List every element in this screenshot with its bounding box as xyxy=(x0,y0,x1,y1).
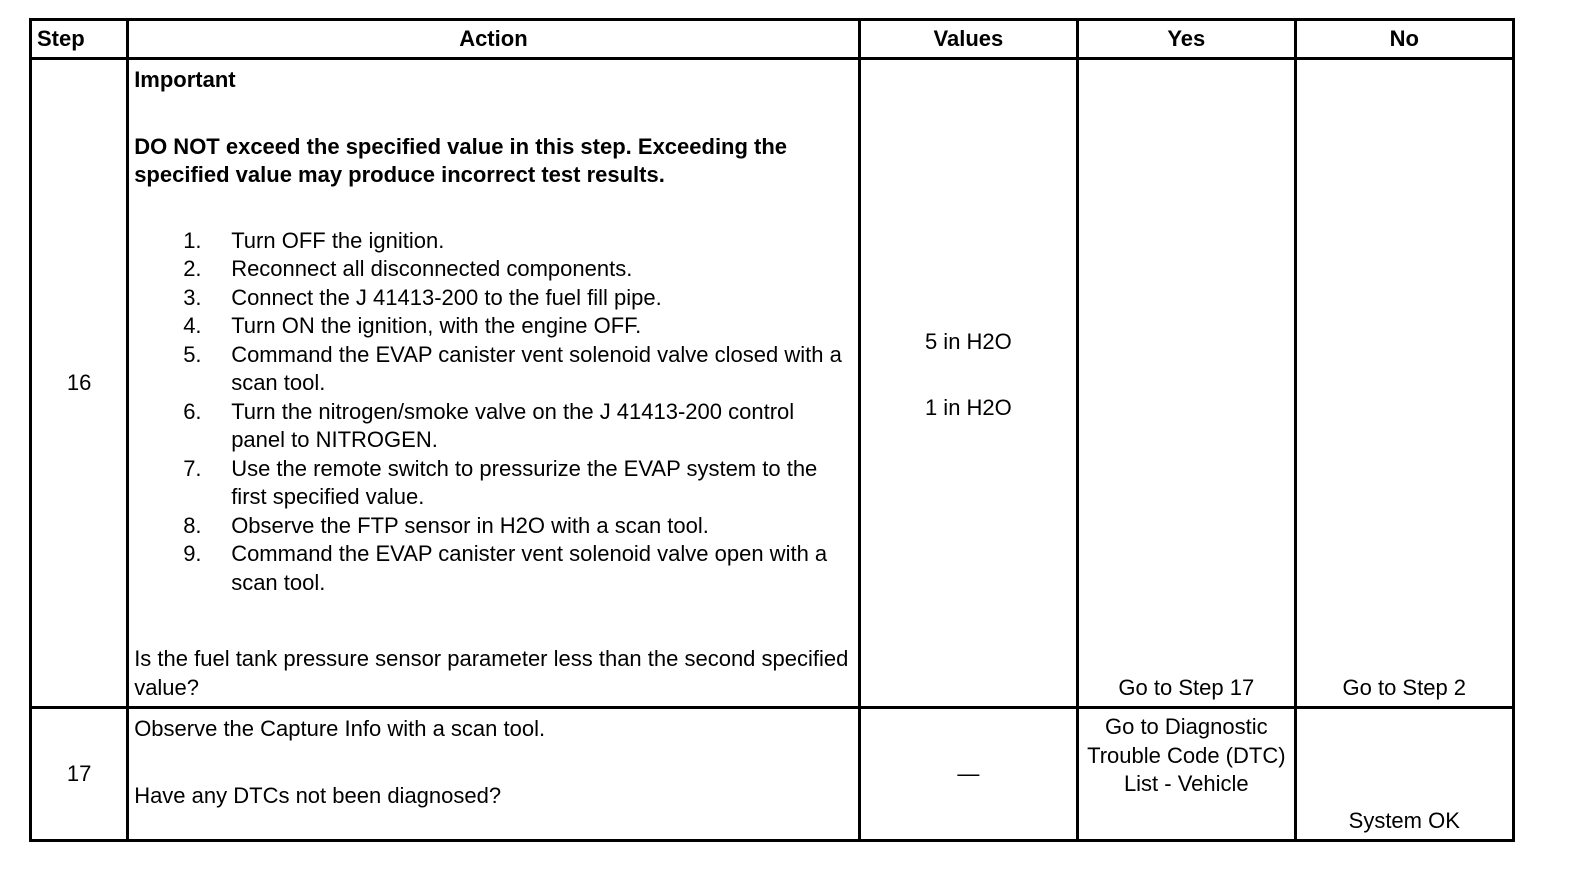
list-item xyxy=(134,455,853,512)
list-item-text: Turn ON the ignition, with the engine OFF. xyxy=(231,313,642,338)
header-action: Action xyxy=(128,20,859,59)
list-item-text: Observe the FTP sensor in H2O with a scan tool. xyxy=(231,512,709,538)
step-number: 17 xyxy=(31,708,128,841)
question-text: Is the fuel tank pressure sensor parameter less than the second specified value? xyxy=(134,646,849,700)
no-result: Go to Step 2 xyxy=(1295,59,1513,708)
list-item xyxy=(134,540,853,597)
header-row xyxy=(31,20,1514,59)
second-specified-value: 1 in H2O xyxy=(924,395,1012,420)
yes-result: Go to Diagnostic Trouble Code (DTC) List - Vehicle xyxy=(1078,708,1295,841)
no-result: System OK xyxy=(1295,708,1513,841)
action-cell xyxy=(128,708,859,841)
list-item xyxy=(134,312,853,341)
list-item-number: 9. xyxy=(183,541,202,566)
header-yes: Yes xyxy=(1078,20,1295,59)
step-number: 16 xyxy=(31,59,128,708)
list-item xyxy=(134,227,853,256)
list-item-number: 3. xyxy=(183,284,202,310)
header-step: Step xyxy=(31,20,128,59)
first-specified-value: 5 in H2O xyxy=(924,329,1012,354)
list-item xyxy=(134,255,853,284)
important-heading: Important xyxy=(134,67,236,92)
values-cell: — xyxy=(859,708,1077,841)
header-values: Values xyxy=(859,20,1077,59)
question-text: Have any DTCs not been diagnosed? xyxy=(134,782,502,808)
values-cell xyxy=(859,59,1077,708)
list-item-text: Turn OFF the ignition. xyxy=(231,227,445,253)
list-item-number: 2. xyxy=(183,256,202,281)
header-no: No xyxy=(1295,20,1513,59)
list-item-text: Connect the J 41413-200 to the fuel fill pipe. xyxy=(231,284,662,310)
instruction-list xyxy=(134,227,853,598)
list-item xyxy=(134,341,853,398)
list-item-number: 7. xyxy=(183,455,202,481)
table-row-step-17 xyxy=(31,708,1514,841)
diagnostic-table xyxy=(29,18,1515,842)
observe-text: Observe the Capture Info with a scan tool. xyxy=(134,716,546,741)
list-item-number: 4. xyxy=(183,313,202,338)
list-item-text: Reconnect all disconnected components. xyxy=(231,256,633,281)
list-item-number: 8. xyxy=(183,512,202,538)
yes-result: Go to Step 17 xyxy=(1078,59,1295,708)
list-item-number: 6. xyxy=(183,398,202,424)
list-item xyxy=(134,512,853,541)
list-item-text: Use the remote switch to pressurize the EVAP system to the first specified value. xyxy=(231,455,818,509)
action-cell xyxy=(128,59,859,708)
list-item-number: 1. xyxy=(183,227,202,253)
list-item-number: 5. xyxy=(183,341,202,367)
list-item-text: Command the EVAP canister vent solenoid valve closed with a scan tool. xyxy=(231,341,842,395)
table-row-step-16 xyxy=(31,59,1514,708)
warning-text: DO NOT exceed the specified value in this step. Exceeding the specified value may produce incorrect test results. xyxy=(134,133,788,187)
list-item xyxy=(134,284,853,313)
list-item-text: Command the EVAP canister vent solenoid valve open with a scan tool. xyxy=(231,541,828,595)
list-item xyxy=(134,398,853,455)
list-item-text: Turn the nitrogen/smoke valve on the J 41413-200 control panel to NITROGEN. xyxy=(231,398,795,452)
